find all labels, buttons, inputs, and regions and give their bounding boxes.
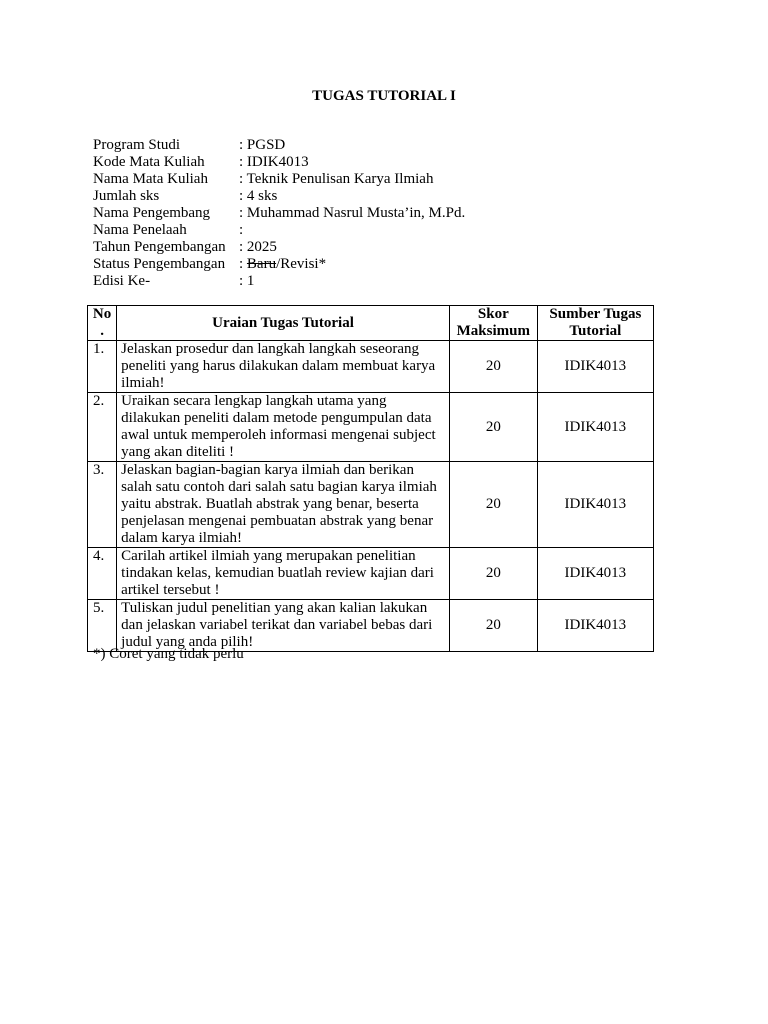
table-row [88, 548, 654, 600]
table-row [88, 600, 654, 652]
row-source: IDIK4013 [537, 548, 653, 600]
info-label: Status Pengembangan [93, 256, 226, 272]
status-prefix: : [239, 256, 247, 272]
info-value: : 4 sks [239, 188, 278, 204]
info-value: : Muhammad Nasrul Musta’in, M.Pd. [239, 205, 466, 221]
status-struck-option: Baru [246, 256, 277, 272]
info-label: Edisi Ke- [93, 273, 151, 289]
tasks-table [87, 305, 654, 652]
table-header-row [88, 306, 654, 341]
row-number: 5. [88, 600, 117, 652]
status-selected-option: /Revisi* [276, 256, 327, 272]
row-score: 20 [449, 548, 537, 600]
row-score: 20 [449, 393, 537, 462]
info-row-status-pengembangan [93, 256, 465, 273]
row-source: IDIK4013 [537, 462, 653, 548]
info-value: : PGSD [239, 137, 286, 153]
row-description: Jelaskan prosedur dan langkah langkah seseorang peneliti yang harus dilakukan dalam membuat karya ilmiah! [117, 341, 450, 393]
info-label: Nama Pengembang [93, 205, 211, 221]
row-score: 20 [449, 462, 537, 548]
row-description: Jelaskan bagian-bagian karya ilmiah dan berikan salah satu contoh dari salah satu bagian karya ilmiah yaitu abstrak. Buatlah abstrak yang benar, beserta penjelasan mengenai pembuatan abstrak yang benar dalam karya ilmiah! [117, 462, 450, 548]
info-value: : 1 [239, 273, 255, 289]
info-label: Nama Penelaah [93, 222, 187, 238]
info-row-nama-mata-kuliah [93, 171, 465, 188]
table-row [88, 341, 654, 393]
row-number: 1. [88, 341, 117, 393]
footnote: *) Coret yang tidak perlu [93, 646, 244, 662]
row-description: Carilah artikel ilmiah yang merupakan penelitian tindakan kelas, kemudian buatlah review kajian dari artikel tersebut ! [117, 548, 450, 600]
header-description: Uraian Tugas Tutorial [117, 306, 450, 341]
table-row [88, 462, 654, 548]
row-number: 2. [88, 393, 117, 462]
info-row-kode-mata-kuliah [93, 154, 465, 171]
info-row-program-studi [93, 137, 465, 154]
info-value: : IDIK4013 [239, 154, 309, 170]
header-score: Skor Maksimum [449, 306, 537, 341]
info-label: Tahun Pengembangan [93, 239, 226, 255]
info-value: : Teknik Penulisan Karya Ilmiah [239, 171, 434, 187]
row-score: 20 [449, 341, 537, 393]
info-row-nama-penelaah [93, 222, 465, 239]
row-source: IDIK4013 [537, 341, 653, 393]
info-label: Program Studi [93, 137, 181, 153]
row-description: Uraikan secara lengkap langkah utama yang dilakukan peneliti dalam metode pengumpulan data awal untuk memperoleh informasi mengenai subject yang akan diteliti ! [117, 393, 450, 462]
table-row [88, 393, 654, 462]
info-label: Nama Mata Kuliah [93, 171, 208, 187]
info-value-status [239, 256, 326, 273]
row-number: 3. [88, 462, 117, 548]
info-label: Jumlah sks [93, 188, 160, 204]
row-score: 20 [449, 600, 537, 652]
info-row-nama-pengembang [93, 205, 465, 222]
info-row-jumlah-sks [93, 188, 465, 205]
info-value: : [239, 222, 244, 238]
info-label: Kode Mata Kuliah [93, 154, 205, 170]
info-row-edisi [93, 273, 465, 290]
row-number: 4. [88, 548, 117, 600]
info-value: : 2025 [239, 239, 277, 255]
row-source: IDIK4013 [537, 393, 653, 462]
row-source: IDIK4013 [537, 600, 653, 652]
info-row-tahun-pengembangan [93, 239, 465, 256]
header-source: Sumber Tugas Tutorial [537, 306, 653, 341]
document-title: TUGAS TUTORIAL I [312, 88, 456, 104]
header-no: No . [88, 306, 117, 341]
course-info-list [93, 137, 465, 290]
row-description: Tuliskan judul penelitian yang akan kalian lakukan dan jelaskan variabel terikat dan variabel bebas dari judul yang anda pilih! [117, 600, 450, 652]
